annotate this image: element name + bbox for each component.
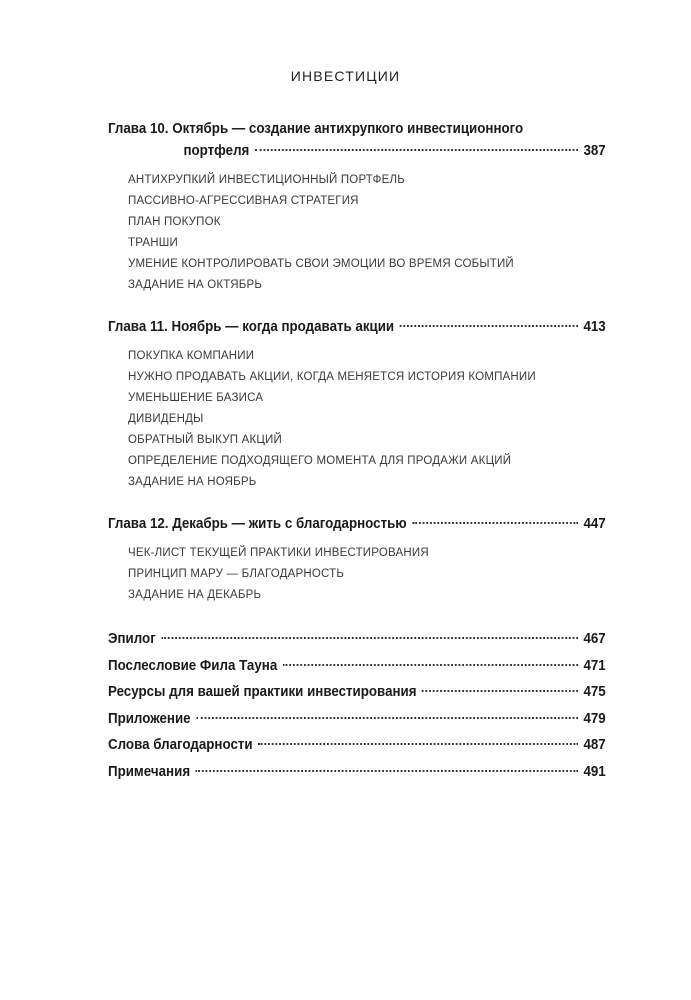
backmatter-row [108,679,606,706]
backmatter-page-number: 467 [583,631,606,647]
section-list [108,346,606,493]
section-item: УМЕНИЕ КОНТРОЛИРОВАТЬ СВОИ ЭМОЦИИ ВО ВРЕМЯ СОБЫТИЙ [128,258,514,270]
section-item: УМЕНЬШЕНИЕ БАЗИСА [128,392,264,404]
toc-chapter-11 [108,316,606,493]
chapter-title-row [108,316,606,338]
chapter-page-number: 447 [583,516,606,532]
backmatter-title: Приложение [108,710,191,727]
section-item: ПОКУПКА КОМПАНИИ [128,350,255,362]
backmatter-title: Примечания [108,763,191,780]
section-item: НУЖНО ПРОДАВАТЬ АКЦИИ, КОГДА МЕНЯЕТСЯ ИСТОРИЯ КОМПАНИИ [128,371,536,383]
backmatter-page-number: 487 [583,737,606,753]
chapter-title-row [108,513,606,535]
backmatter-page-number: 479 [583,710,606,727]
chapter-title: Глава 12. Декабрь — жить с благодарностью [108,516,407,532]
section-item: ЗАДАНИЕ НА ОКТЯБРЬ [128,279,263,291]
backmatter-title: Ресурсы для вашей практики инвестирования [108,684,417,700]
section-item: ЗАДАНИЕ НА НОЯБРЬ [128,476,257,488]
backmatter-row [108,732,606,759]
backmatter-row [108,759,606,786]
section-item: ОПРЕДЕЛЕНИЕ ПОДХОДЯЩЕГО МОМЕНТА ДЛЯ ПРОДАЖИ АКЦИЙ [128,455,512,467]
section-item: ПАССИВНО-АГРЕССИВНАЯ СТРАТЕГИЯ [128,195,359,207]
section-item: ПРИНЦИП МАРУ — БЛАГОДАРНОСТЬ [128,568,345,580]
table-of-contents [108,118,606,785]
backmatter-page-number: 475 [583,684,606,700]
chapter-title: Глава 11. Ноябрь — когда продавать акции [108,319,395,335]
chapter-page-number: 413 [583,319,606,335]
dot-leader [283,664,578,666]
section-item: ДИВИДЕНДЫ [128,413,204,425]
section-item: ТРАНШИ [128,237,178,249]
backmatter-title: Послесловие Фила Тауна [108,657,278,674]
dot-leader [400,325,578,327]
section-item: ЗАДАНИЕ НА ДЕКАБРЬ [128,589,262,601]
toc-backmatter [108,626,606,785]
chapter-title-line2-row [108,140,606,162]
dot-leader [196,717,578,719]
section-item: ПЛАН ПОКУПОК [128,216,221,228]
dot-leader [422,690,578,692]
section-item: ОБРАТНЫЙ ВЫКУП АКЦИЙ [128,434,282,446]
chapter-page-number: 387 [583,143,606,159]
section-list [108,170,606,296]
dot-leader [161,637,578,639]
toc-chapter-10 [108,118,606,296]
chapter-title-line1: Глава 10. Октябрь — создание антихрупкого инвестиционного [108,121,524,137]
backmatter-page-number: 491 [583,763,606,780]
backmatter-title: Слова благодарности [108,737,253,753]
backmatter-row [108,706,606,733]
backmatter-row [108,626,606,653]
backmatter-row [108,653,606,680]
dot-leader [255,149,578,151]
section-item: АНТИХРУПКИЙ ИНВЕСТИЦИОННЫЙ ПОРТФЕЛЬ [128,174,405,186]
chapter-title-line2: портфеля [183,143,250,159]
toc-chapter-12 [108,513,606,606]
running-head: ИНВЕСТИЦИИ [290,68,401,84]
dot-leader [196,770,578,772]
section-list [108,543,606,606]
section-item: ЧЕК-ЛИСТ ТЕКУЩЕЙ ПРАКТИКИ ИНВЕСТИРОВАНИЯ [128,547,429,559]
backmatter-title: Эпилог [108,631,156,647]
backmatter-page-number: 471 [583,657,606,674]
dot-leader [258,743,578,745]
dot-leader [412,522,578,524]
